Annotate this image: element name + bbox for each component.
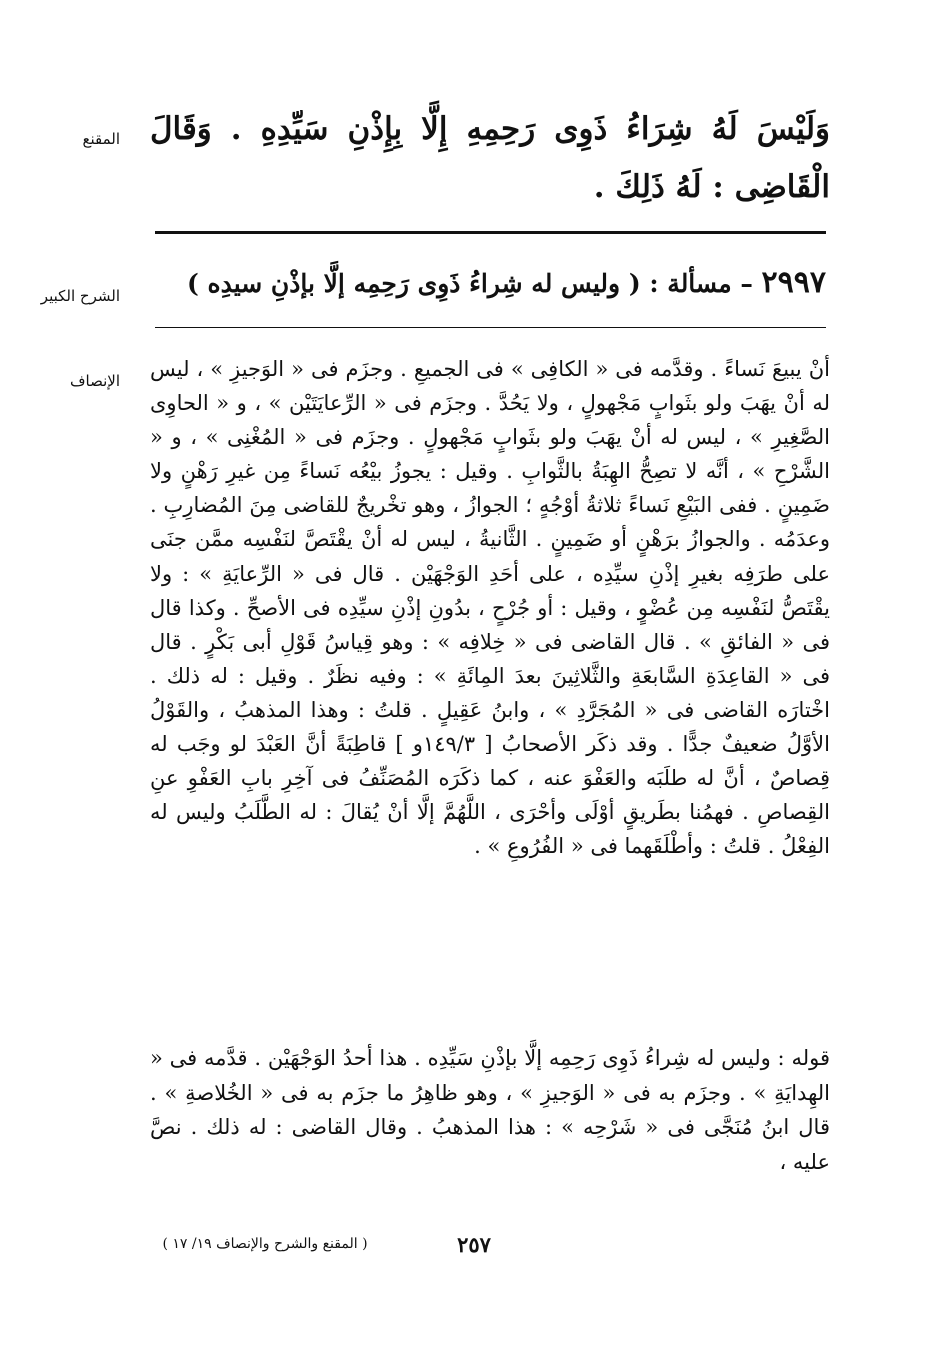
label-mughni: المقنع bbox=[82, 130, 120, 148]
masala-text: – مسألة : ( وليس له شِراءُ ذَوِى رَحِمِه إلَّا بإذْنِ سيدِه ) bbox=[186, 269, 753, 298]
divider-thin bbox=[155, 327, 826, 328]
page-number: ٢٥٧ bbox=[457, 1232, 491, 1257]
insaf-paragraph: أنْ يبيعَ نَساءً . وقدَّمه فى « الكافِى » فى الجميعِ . وجزَم فى « الوَجيزِ » ، ليس له أنْ يهَبَ ولو بثَوابٍ مَجْهولٍ ، ولا يَحُدَّ . وجزَم فى « الرِّعايَتَيْن » ، و « الحاوِى الصَّغِيرِ » ، ليس له أنْ يهَبَ ولو بثَوابٍ مَجْهولٍ . وجزَم فى « المُغْنِى » ، و « الشَّرْحِ » ، أنَّه لا تصِحُّ الهِبَةُ بالثَّوابِ . وقيل : يجوزُ بيْعُه نَساءً مِن غيرِ رَهْنٍ ولا ضَمِينٍ . ففى البَيْعِ نَساءً ثلاثةُ أوْجُهٍ ؛ الجوازُ ، وهو تخْريجٌ للقاضى مِنَ المُضارِبِ . وعدَمُه . والجوازُ برَهْنٍ أو ضَمِينٍ . الثَّانيةُ ، ليس له أنْ يقْتَصَّ لنَفْسِه ممَّن جنَى على طرَفِه بغيرِ إذْنِ سيِّدِه ، على أحَدِ الوَجْهَيْن . قال فى « الرِّعايَةِ » : ولا يقْتَصُّ لنَفْسِه مِن عُضْوٍ ، وقيل : أو جُرْحٍ ، بدُونِ إذْنِ سيِّدِه فى الأصحِّ . وكذا قال فى « الفائقِ » . قال القاضى فى « خِلافِه » : وهو قِياسُ قَوْلِ أبى بَكْرٍ . قال فى « القاعِدَةِ السَّابعَةِ والثَّلاثِينَ بعدَ المِائَةِ » : وفيه نظَرٌ . وقيل : له ذلك . اخْتارَه القاضى فى « المُجَرَّدِ » ، وابنُ عَقِيلٍ . قلتُ : وهذا المذهبُ ، والقَوْلُ الأوَّلُ ضعيفٌ جدًّا . وقد ذكَر الأصحابُ [ ١٤٩/٣و ] قاطِبَةً أنَّ العَبْدَ لو وجَب له قِصاصٌ ، أنَّ له طلَبَه والعَفْوَ عنه ، كما ذكَرَه المُصَنِّفُ فى آخِرِ بابِ العَفْوِ عنِ القِصاصِ . فهمُنا بطَريقٍ أوْلَى وأحْرَى ، اللَّهُمَّ إلَّا أنْ يُقالَ : له الطَّلَبُ وليس له الفِعْلُ . قلتُ : وأطْلَقَهما فى « الفُرُوعِ » . bbox=[150, 357, 830, 859]
mughni-text: وَلَيْسَ لَهُ شِرَاءُ ذَوِى رَحِمِهِ إِلَّا بِإِذْنِ سَيِّدِهِ . وَقَالَ الْقَاضِى : لَهُ ذَلِكَ . bbox=[150, 111, 830, 205]
qawl-paragraph: قوله : وليس له شِراءُ ذَوِى رَحِمِه إلَّا بإذْنِ سَيِّدِه . هذا أحدُ الوَجْهَيْن . قدَّمه فى « الهِدايَةِ » . وجزَم به فى « الوَجيزِ » ، وهو ظاهِرُ ما جزَم به فى « الخُلاصةِ » . قال ابنُ مُنَجَّى فى « شَرْحِه » : هذا المذهبُ . وقال القاضى : له ذلك . نصَّ عليه ، bbox=[150, 1046, 830, 1174]
volume-reference: ( المقنع والشرح والإنصاف ١٩/ ١٧ ) bbox=[162, 1236, 368, 1252]
label-insaf: الإنصاف bbox=[69, 372, 120, 390]
masala-number: ٢٩٩٧ bbox=[761, 265, 826, 300]
label-sharh: الشرح الكبير bbox=[40, 287, 120, 305]
divider-thick bbox=[155, 231, 826, 234]
masala-heading bbox=[155, 258, 826, 308]
